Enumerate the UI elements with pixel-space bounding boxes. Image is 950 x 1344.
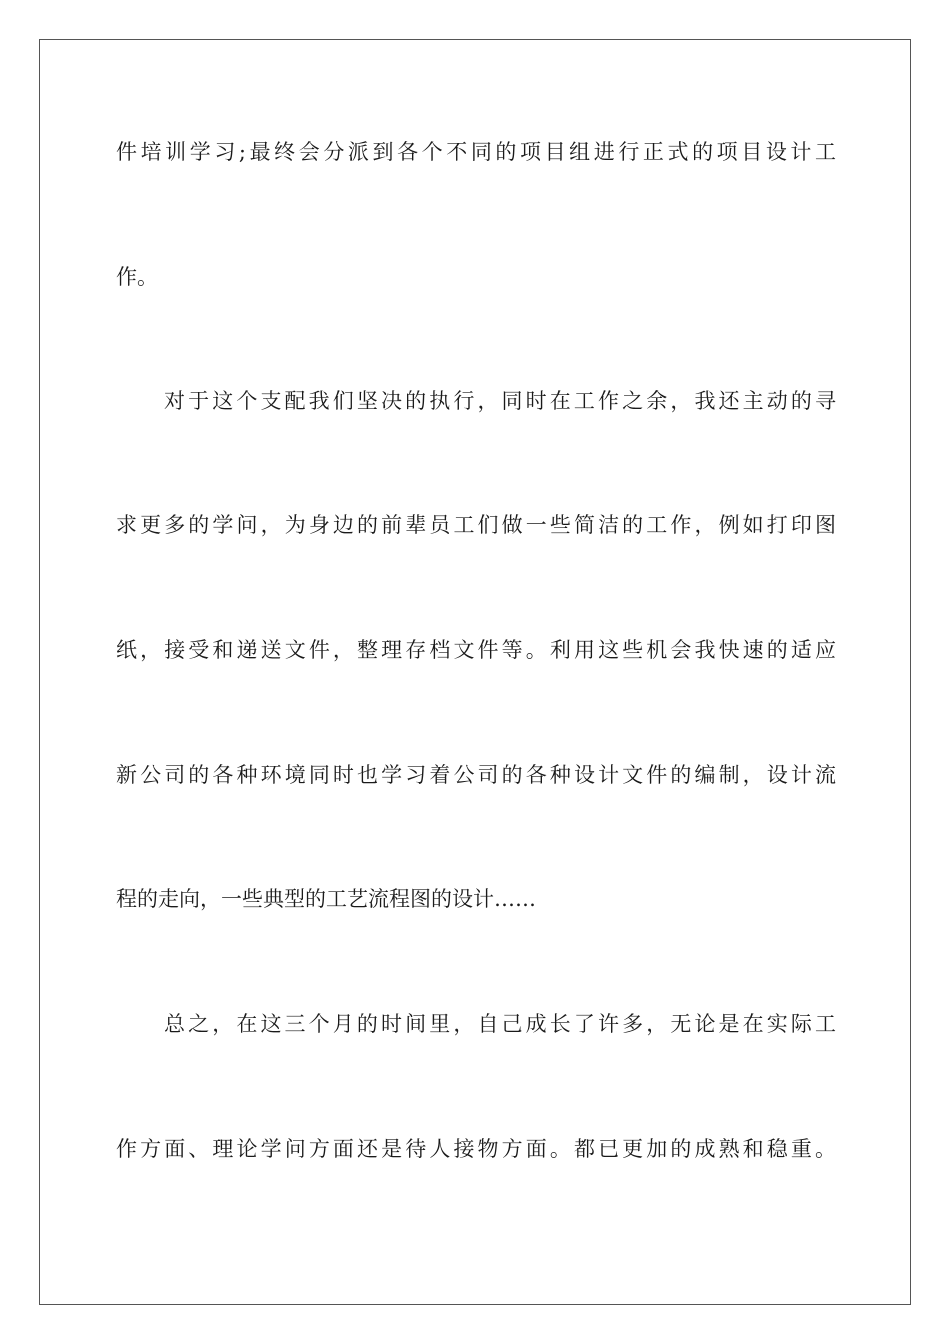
paragraph-3-line-1: 总之，在这三个月的时间里，自己成长了许多，无论是在实际工 [164, 1012, 836, 1036]
paragraph-2-line-2: 求更多的学问，为身边的前辈员工们做一些简洁的工作，例如打印图 [116, 513, 836, 537]
paragraph-3-line-2: 作方面、理论学问方面还是待人接物方面。都已更加的成熟和稳重。 [116, 1137, 836, 1161]
paragraph-2-line-3: 纸，接受和递送文件，整理存档文件等。利用这些机会我快速的适应 [116, 638, 836, 662]
paragraph-1-line-2: 作。 [116, 265, 158, 289]
paragraph-1-line-1: 件培训学习;最终会分派到各个不同的项目组进行正式的项目设计工 [116, 140, 836, 164]
paragraph-2-line-1: 对于这个支配我们坚决的执行，同时在工作之余，我还主动的寻 [164, 389, 836, 413]
page-border [39, 39, 911, 1305]
paragraph-2-line-4: 新公司的各种环境同时也学习着公司的各种设计文件的编制，设计流 [116, 763, 836, 787]
paragraph-2-line-5: 程的走向，一些典型的工艺流程图的设计…… [116, 887, 536, 911]
